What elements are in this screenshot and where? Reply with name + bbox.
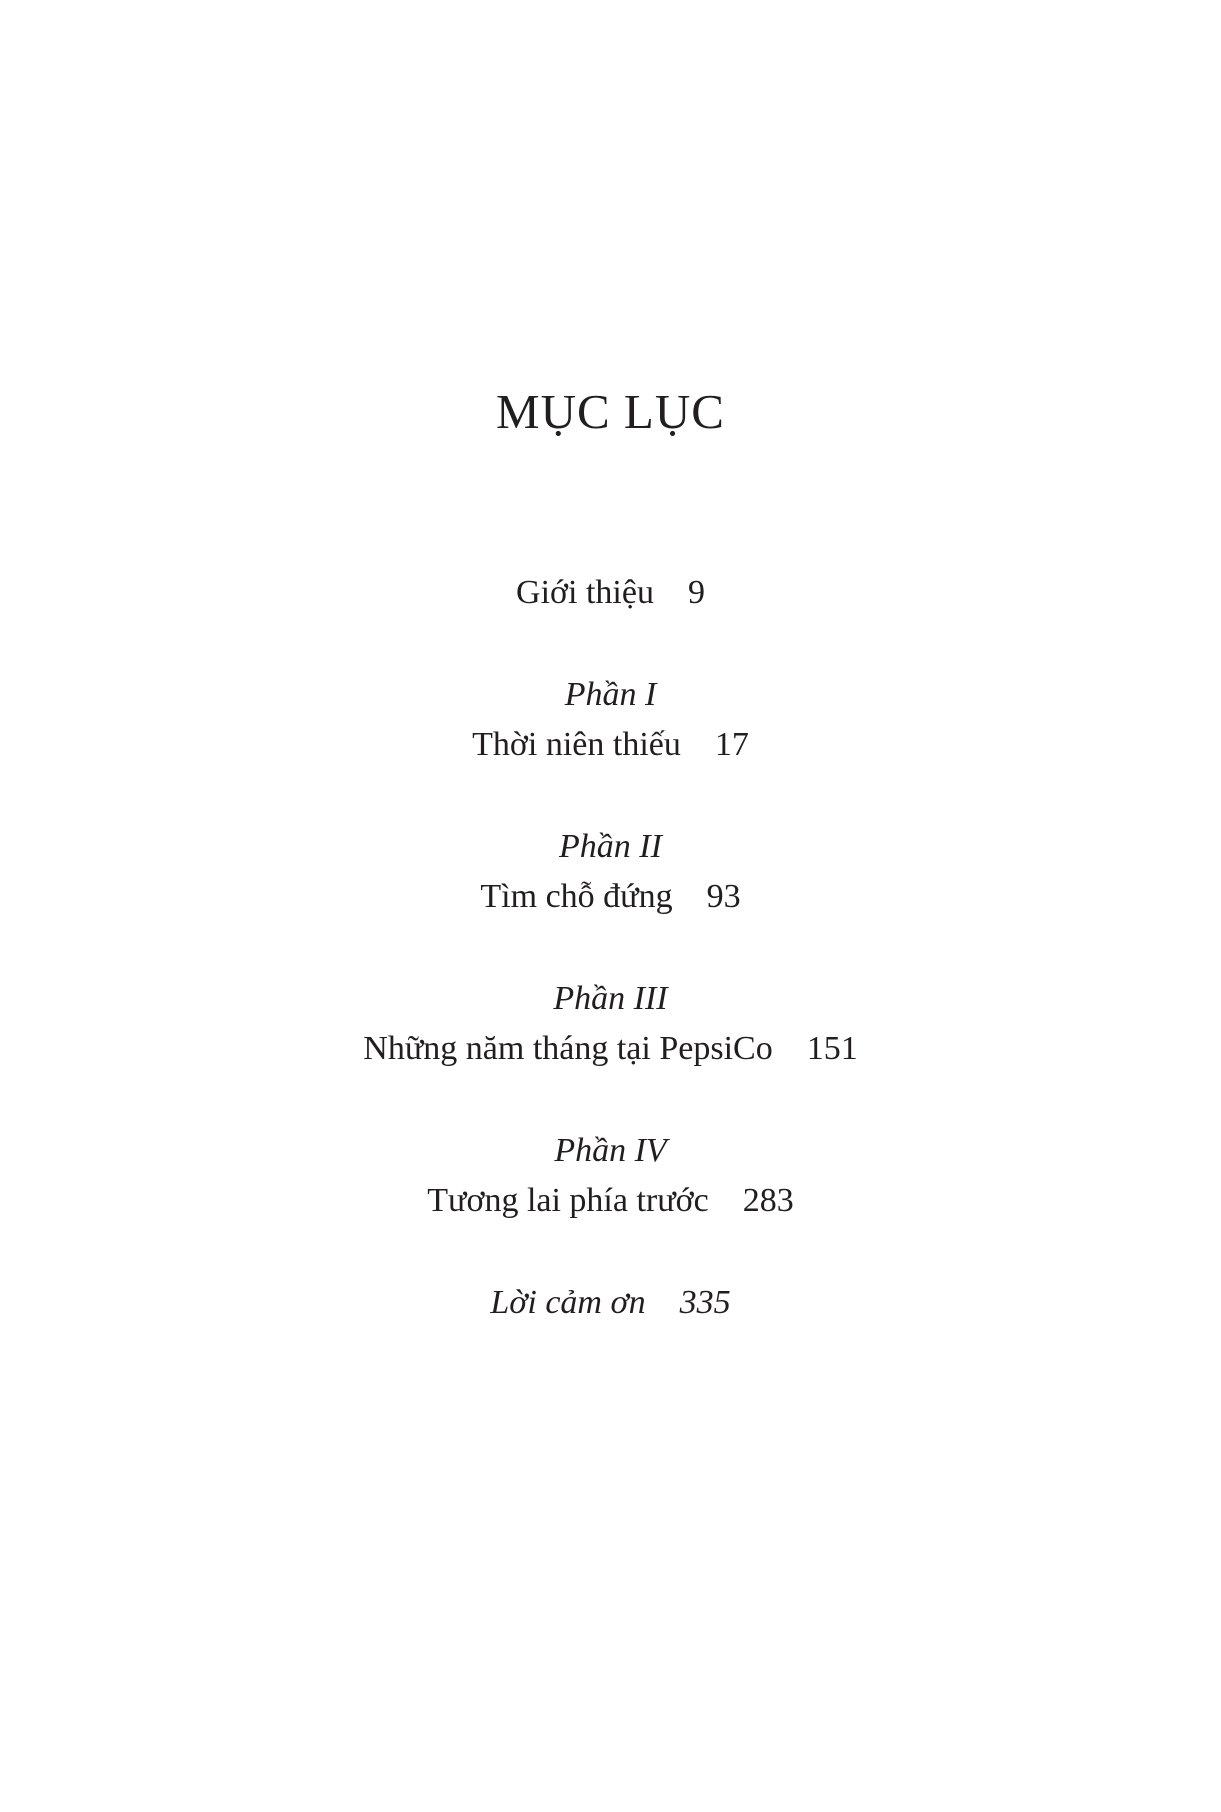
toc-entry-line: [0, 1024, 1221, 1074]
toc-entry-label: Lời cảm ơn: [490, 1284, 646, 1321]
toc-entry-intro: [0, 568, 1221, 618]
toc-entry-label: Những năm tháng tại PepsiCo: [363, 1030, 773, 1067]
toc-entry-label: Tìm chỗ đứng: [480, 878, 673, 915]
toc-list: [0, 568, 1221, 1328]
toc-part-label: Phần IV: [554, 1132, 667, 1169]
toc-title: MỤC LỤC: [496, 384, 725, 439]
toc-entry-line: [0, 568, 1221, 618]
toc-page-number: 151: [806, 1030, 858, 1067]
toc-entry-line: [0, 872, 1221, 922]
toc-entry-label: Tương lai phía trước: [427, 1182, 709, 1219]
toc-entry-label: Giới thiệu: [516, 574, 654, 611]
toc-page-number: 17: [714, 726, 749, 763]
toc-entry-label: Thời niên thiếu: [472, 726, 681, 763]
toc-page-number: 9: [687, 574, 705, 611]
toc-entry-part-3: [0, 974, 1221, 1074]
toc-entry-acknowledgments: [0, 1278, 1221, 1328]
toc-part-label: Phần III: [553, 980, 668, 1017]
toc-part-label: Phần II: [559, 828, 662, 865]
toc-entry-part-1: [0, 670, 1221, 770]
toc-page-number: 93: [706, 878, 741, 915]
toc-entry-line: [0, 720, 1221, 770]
toc-entry-part-2: [0, 822, 1221, 922]
toc-page-number: 283: [742, 1182, 794, 1219]
toc-entry-part-4: [0, 1126, 1221, 1226]
toc-entry-line: [0, 1278, 1221, 1328]
toc-entry-line: [0, 1176, 1221, 1226]
toc-page-number: 335: [679, 1284, 731, 1321]
toc-part-label: Phần I: [564, 676, 657, 713]
